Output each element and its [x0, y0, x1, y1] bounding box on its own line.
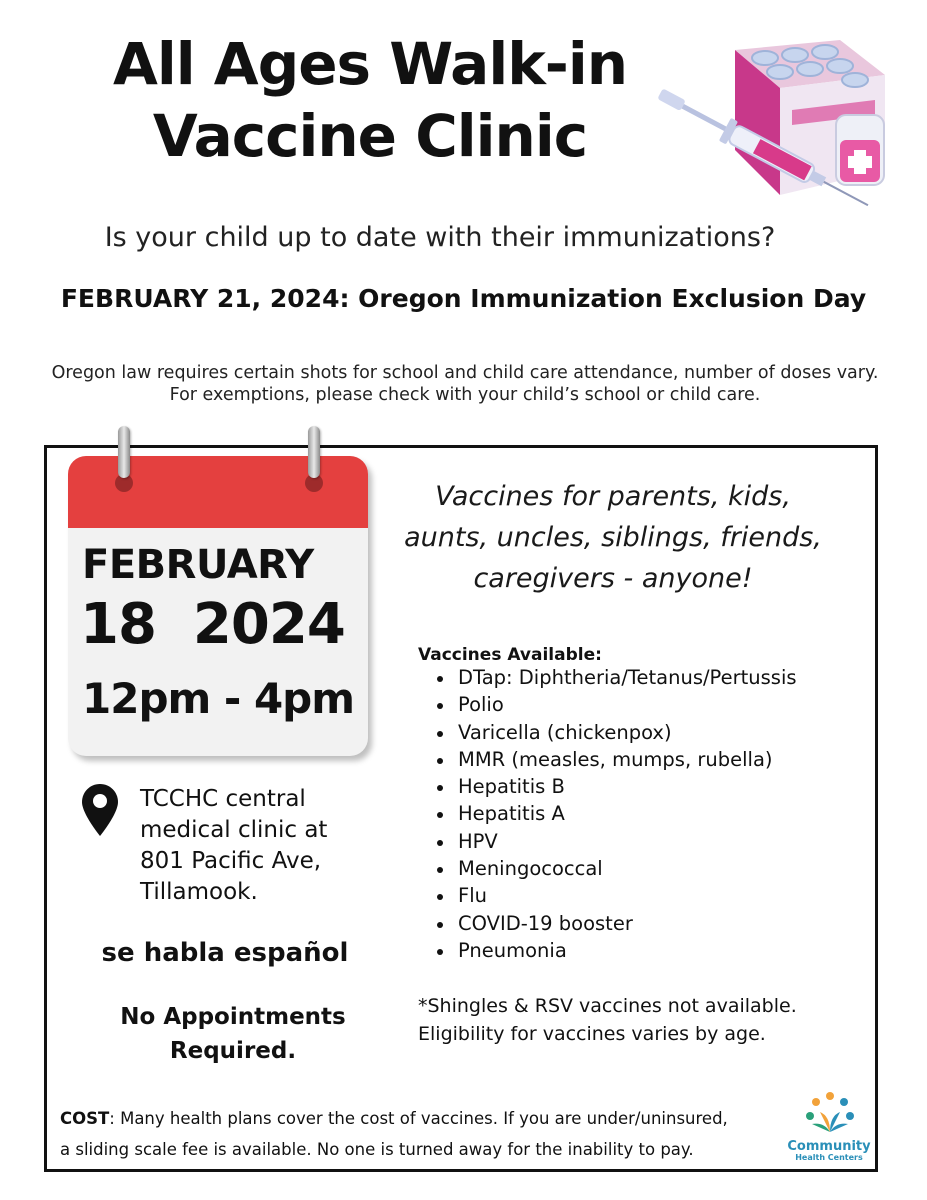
oregon-law-text: Oregon law requires certain shots for school and child care attendance, number of doses vary. For exemptions, please check with your child’s school or child care.: [51, 363, 879, 405]
calendar-ring-icon: [308, 426, 320, 478]
tagline-line: aunts, uncles, siblings, friends,: [404, 522, 822, 553]
cost-line: : Many health plans cover the cost of vaccines. If you are under/uninsured,: [109, 1109, 728, 1128]
logo-subtext: Health Centers: [795, 1153, 863, 1162]
no-appointments-line: Required.: [169, 1038, 297, 1064]
cost-info: [60, 1103, 800, 1165]
location-pin-icon: [82, 784, 118, 836]
vaccine-item: Varicella (chickenpox): [418, 719, 797, 746]
calendar-page: [68, 456, 368, 756]
title-line-2: Vaccine Clinic: [152, 102, 588, 170]
vaccines-available-heading: Vaccines Available:: [418, 645, 602, 665]
no-appointments-note: [80, 1000, 386, 1068]
vaccine-item: Hepatitis B: [418, 773, 797, 800]
address-line: TCCHC central: [140, 786, 306, 812]
no-appointments-line: No Appointments: [120, 1004, 346, 1030]
vaccine-item: MMR (measles, mumps, rubella): [418, 746, 797, 773]
vaccine-item: DTap: Diphtheria/Tetanus/Pertussis: [418, 664, 797, 691]
calendar-header-bar: [68, 456, 368, 528]
vaccine-vials-syringe-illustration: [640, 20, 900, 240]
calendar-graphic: [68, 456, 374, 762]
clinic-address: [140, 784, 380, 908]
tagline-line: caregivers - anyone!: [473, 563, 753, 594]
cost-label: COST: [60, 1109, 110, 1128]
calendar-ring-icon: [118, 426, 130, 478]
note-line: *Shingles & RSV vaccines not available.: [418, 995, 797, 1017]
vaccine-item: HPV: [418, 828, 797, 855]
address-line: medical clinic at: [140, 817, 328, 843]
page-title: [60, 28, 680, 172]
immunization-question: Is your child up to date with their immunizations?: [104, 222, 776, 253]
cost-line: a sliding scale fee is available. No one is turned away for the inability to pay.: [60, 1140, 694, 1159]
logo-text: Community: [787, 1139, 871, 1154]
calendar-time: 12pm - 4pm: [82, 674, 355, 723]
vaccine-availability-note: [418, 992, 858, 1048]
vaccine-item: Meningococcal: [418, 855, 797, 882]
address-line: Tillamook.: [140, 879, 258, 905]
vaccines-list: [418, 664, 797, 964]
calendar-date: 18 2024: [80, 592, 345, 657]
exclusion-day-heading: FEBRUARY 21, 2024: Oregon Immunization Exclusion Day: [60, 284, 867, 313]
calendar-month: FEBRUARY: [82, 542, 314, 588]
tagline-line: Vaccines for parents, kids,: [435, 481, 791, 512]
vaccine-item: COVID-19 booster: [418, 910, 797, 937]
address-line: 801 Pacific Ave,: [140, 848, 322, 874]
spanish-spoken-note: se habla español: [101, 938, 349, 968]
note-line: Eligibility for vaccines varies by age.: [418, 1023, 766, 1045]
vaccine-item: Pneumonia: [418, 937, 797, 964]
vaccine-item: Hepatitis A: [418, 800, 797, 827]
vaccine-item: Polio: [418, 691, 797, 718]
title-line-1: All Ages Walk-in: [112, 30, 628, 98]
vaccine-item: Flu: [418, 882, 797, 909]
vaccines-for-everyone-tagline: [378, 476, 848, 599]
